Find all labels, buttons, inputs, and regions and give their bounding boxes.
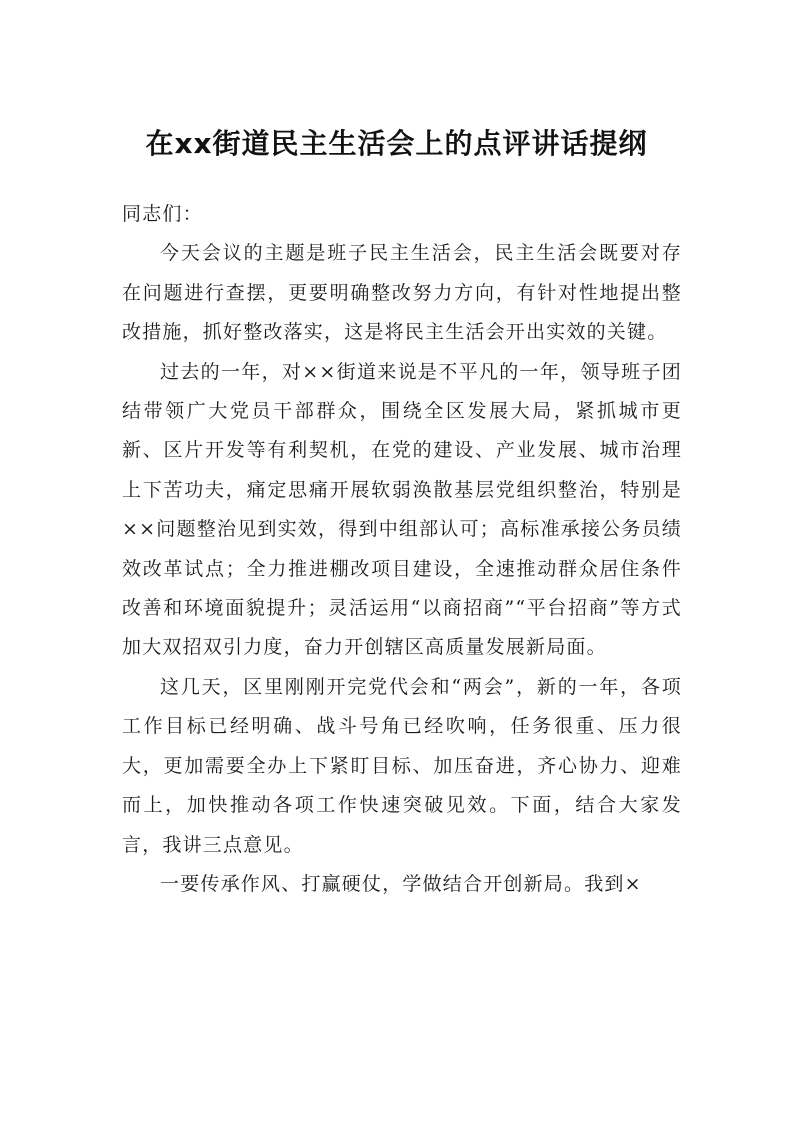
salutation: 同志们： [122,203,203,225]
paragraph-outlook: 这几天，区里刚刚开完党代会和“两会”，新的一年，各项工作目标已经明确、战斗号角已经吹响，任务很重、压力很大，更加需要全办上下紧盯目标、加压奋进，齐心协力、迎难而上，加快推动各项工作快速突破见效。下面，结合大家发言，我讲三点意见。 [122,675,682,856]
paragraph-intro: 今天会议的主题是班子民主生活会，民主生活会既要对存在问题进行查摆，更要明确整改努力方向，有针对性地提出整改措施，抓好整改落实，这是将民主生活会开出实效的关键。 [122,242,682,344]
paragraph-review: 过去的一年，对××街道来说是不平凡的一年，领导班子团结带领广大党员干部群众，围绕全区发展大局，紧抓城市更新、区片开发等有利契机，在党的建设、产业发展、城市治理上下苦功夫，痛定思痛开展软弱涣散基层党组织整治，特别是××问题整治见到实效，得到中组部认可；高标准承接公务员绩效改革试点；全力推进棚改项目建设，全速推动群众居住条件改善和环境面貌提升；灵活运用“以商招商”“平台招商”等方式加大双招双引力度，奋力开创辖区高质量发展新局面。 [122,360,682,659]
document-body [122,195,682,904]
paragraph-point-one: 一要传承作风、打赢硬仗，学做结合开创新局。我到× [160,872,642,895]
document-title: 在xx街道民主生活会上的点评讲话提纲 [145,127,648,160]
